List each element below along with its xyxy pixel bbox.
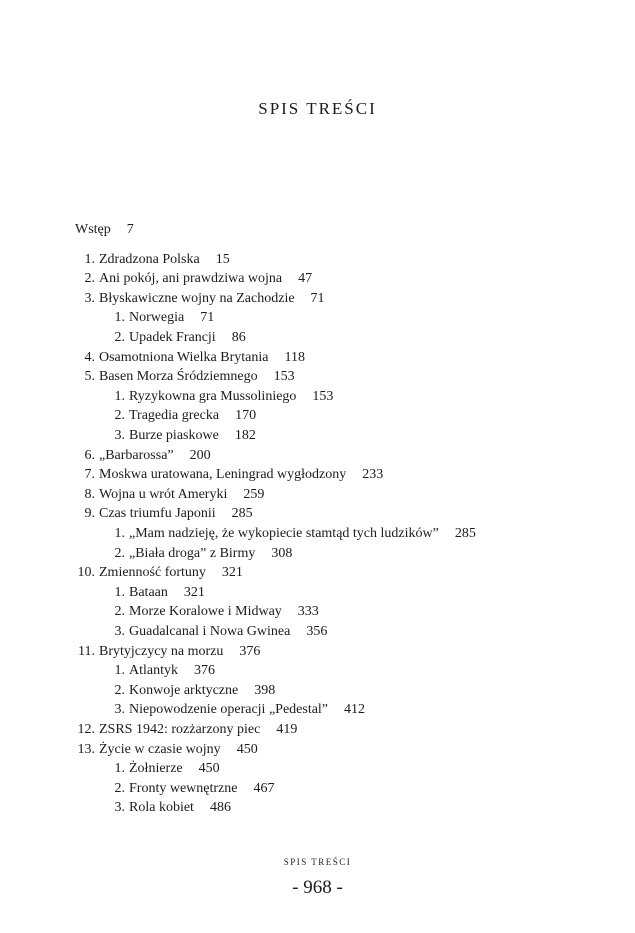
toc-entry-title: Norwegia (129, 310, 185, 326)
toc-entry-page: 233 (362, 467, 384, 483)
toc-entry-number: 3. (114, 702, 125, 718)
toc-entry-page: 118 (284, 349, 305, 365)
toc-subchapter-entry (112, 779, 274, 799)
toc-entry-number: 4. (84, 349, 95, 365)
toc-entry-page: 419 (276, 722, 298, 737)
toc-entry-title: Bataan (129, 584, 168, 600)
running-head: SPIS TREŚCI (283, 857, 352, 867)
toc-entry-number: 1. (114, 663, 125, 679)
toc-entry-page: 153 (312, 388, 334, 404)
toc-entry-number: 3. (114, 428, 125, 443)
toc-entry-number: 2. (114, 408, 125, 424)
toc-entry-page: 376 (194, 663, 215, 679)
toc-subchapter-entry (112, 426, 256, 446)
toc-chapter-entry (75, 250, 230, 270)
toc-entry-title: Burze piaskowe (129, 428, 219, 443)
toc-entry-title: Morze Koralowe i Midway (129, 604, 282, 620)
toc-entry-title: Ani pokój, ani prawdziwa wojna (99, 271, 283, 287)
toc-entry-number: 2. (114, 682, 125, 698)
toc-chapter-entry (75, 289, 325, 309)
toc-entry-page: 333 (297, 604, 319, 620)
toc-entry-title: Moskwa uratowana, Leningrad wygłodzony (99, 467, 347, 483)
toc-subchapter-entry (112, 622, 327, 642)
toc-entry-title: Niepowodzenie operacji „Pedestal” (129, 702, 329, 718)
toc-entry-page: 308 (271, 545, 293, 561)
toc-entry-number: 3. (114, 800, 125, 816)
toc-entry-title: ZSRS 1942: rozżarzony piec (99, 722, 261, 737)
toc-entry-page: 15 (215, 251, 230, 267)
toc-entry-page: 450 (198, 761, 220, 777)
toc-subchapter-entry (112, 661, 215, 681)
toc-intro-entry (75, 220, 134, 240)
toc-entry-number: 2. (114, 604, 125, 620)
toc-entry-title: Życie w czasie wojny (99, 741, 221, 757)
toc-entry-page: 170 (235, 408, 257, 424)
toc-subchapter-entry (112, 583, 205, 603)
toc-chapter-entry (75, 485, 264, 505)
toc-chapter-entry (75, 446, 211, 466)
page-number: - 968 - (292, 877, 343, 898)
toc-subchapter-entry (112, 798, 231, 818)
toc-entry-title: Wojna u wrót Ameryki (99, 486, 228, 502)
toc-subchapter-entry (112, 759, 220, 779)
toc-entry-number: 1. (84, 251, 95, 267)
toc-entry-number: 7. (84, 467, 95, 483)
toc-entry-page: 259 (243, 486, 265, 502)
toc-entry-page: 398 (254, 682, 276, 698)
toc-entry-page: 450 (236, 741, 258, 757)
toc-entry-title: Czas triumfu Japonii (99, 506, 216, 522)
toc-entry-title: Fronty wewnętrzne (129, 780, 238, 796)
toc-entry-number: 13. (77, 741, 95, 757)
toc-entry-title: Ryzykowna gra Mussoliniego (129, 388, 297, 404)
toc-entry-number: 8. (84, 486, 95, 502)
toc-entry-page: 153 (273, 369, 295, 385)
toc-chapter-entry (75, 269, 312, 289)
toc-subchapter-entry (112, 308, 214, 328)
toc-entry-title: Konwoje arktyczne (129, 682, 239, 698)
toc-entry-page: 321 (183, 584, 205, 600)
toc-entry-number: 1. (114, 526, 125, 541)
toc-chapter-entry (75, 348, 305, 368)
toc-entry-number: 2. (114, 545, 125, 561)
toc-entry-title: Basen Morza Śródziemnego (99, 369, 258, 385)
toc-entry-title: Guadalcanal i Nowa Gwinea (129, 624, 291, 639)
toc-entry-number: 2. (114, 780, 125, 796)
toc-entry-title: Rola kobiet (129, 800, 194, 816)
toc-chapter-entry (75, 504, 253, 524)
toc-entry-title: Upadek Francji (129, 330, 216, 345)
toc-entry-title: „Barbarossa” (99, 447, 174, 463)
toc-subchapter-entry (112, 681, 275, 701)
toc-entry-page: 7 (126, 222, 134, 237)
toc-entry-title: Błyskawiczne wojny na Zachodzie (99, 290, 295, 306)
toc-entry-title: „Biała droga” z Birmy (129, 545, 256, 561)
toc-entry-title: Osamotniona Wielka Brytania (99, 349, 269, 365)
toc-entry-number: 3. (84, 290, 95, 306)
toc-entry-page: 376 (239, 643, 261, 659)
toc-entry-page: 321 (221, 565, 243, 581)
toc-chapter-entry (75, 642, 260, 662)
toc-subchapter-entry (112, 602, 319, 622)
toc-chapter-entry (75, 465, 383, 485)
toc-entry-title: Atlantyk (129, 663, 178, 679)
toc-entry-number: 6. (84, 447, 95, 463)
page-title: SPIS TREŚCI (258, 99, 377, 118)
toc-entry-number: 1. (114, 388, 125, 404)
toc-entry-number: 1. (114, 584, 125, 600)
toc-entry-page: 285 (231, 506, 253, 522)
toc-entry-page: 71 (200, 310, 215, 326)
toc-subchapter-entry (112, 544, 292, 564)
toc-entry-page: 86 (231, 330, 246, 345)
toc-entry-number: 12. (77, 722, 95, 737)
toc-entry-title: Zdradzona Polska (99, 251, 200, 267)
toc-entry-title: „Mam nadzieję, że wykopiecie stamtąd tych ludzików” (129, 526, 439, 541)
toc-entry-number: 3. (114, 624, 125, 639)
toc-entry-page: 467 (253, 780, 275, 796)
toc-subchapter-entry (112, 387, 333, 407)
toc-entry-title: Wstęp (75, 222, 111, 237)
toc-subchapter-entry (112, 328, 246, 348)
toc-entry-number: 9. (84, 506, 95, 522)
toc-entry-number: 10. (77, 565, 95, 581)
toc-entry-number: 2. (84, 271, 95, 287)
toc-entry-page: 182 (234, 428, 256, 443)
toc-chapter-entry (75, 740, 258, 760)
toc-entry-title: Zmienność fortuny (99, 565, 206, 581)
toc-subchapter-entry (112, 524, 476, 544)
toc-subchapter-entry (112, 406, 256, 426)
toc-entry-number: 1. (114, 310, 125, 326)
toc-entry-page: 71 (310, 290, 325, 306)
toc-chapter-entry (75, 720, 297, 740)
toc-entry-number: 2. (114, 330, 125, 345)
toc-entry-number: 11. (78, 643, 95, 659)
toc-entry-number: 1. (114, 761, 125, 777)
toc-entry-page: 412 (344, 702, 366, 718)
toc-entry-page: 356 (306, 624, 328, 639)
toc-entry-number: 5. (84, 369, 95, 385)
toc-entry-title: Brytyjczycy na morzu (99, 643, 224, 659)
toc-subchapter-entry (112, 700, 365, 720)
toc-entry-title: Żołnierze (129, 761, 183, 777)
toc-chapter-entry (75, 563, 243, 583)
toc-entry-page: 200 (189, 447, 211, 463)
toc-entry-title: Tragedia grecka (129, 408, 220, 424)
toc-entry-page: 285 (454, 526, 476, 541)
toc-entry-page: 47 (298, 271, 313, 287)
toc-entry-page: 486 (209, 800, 231, 816)
toc-chapter-entry (75, 367, 295, 387)
